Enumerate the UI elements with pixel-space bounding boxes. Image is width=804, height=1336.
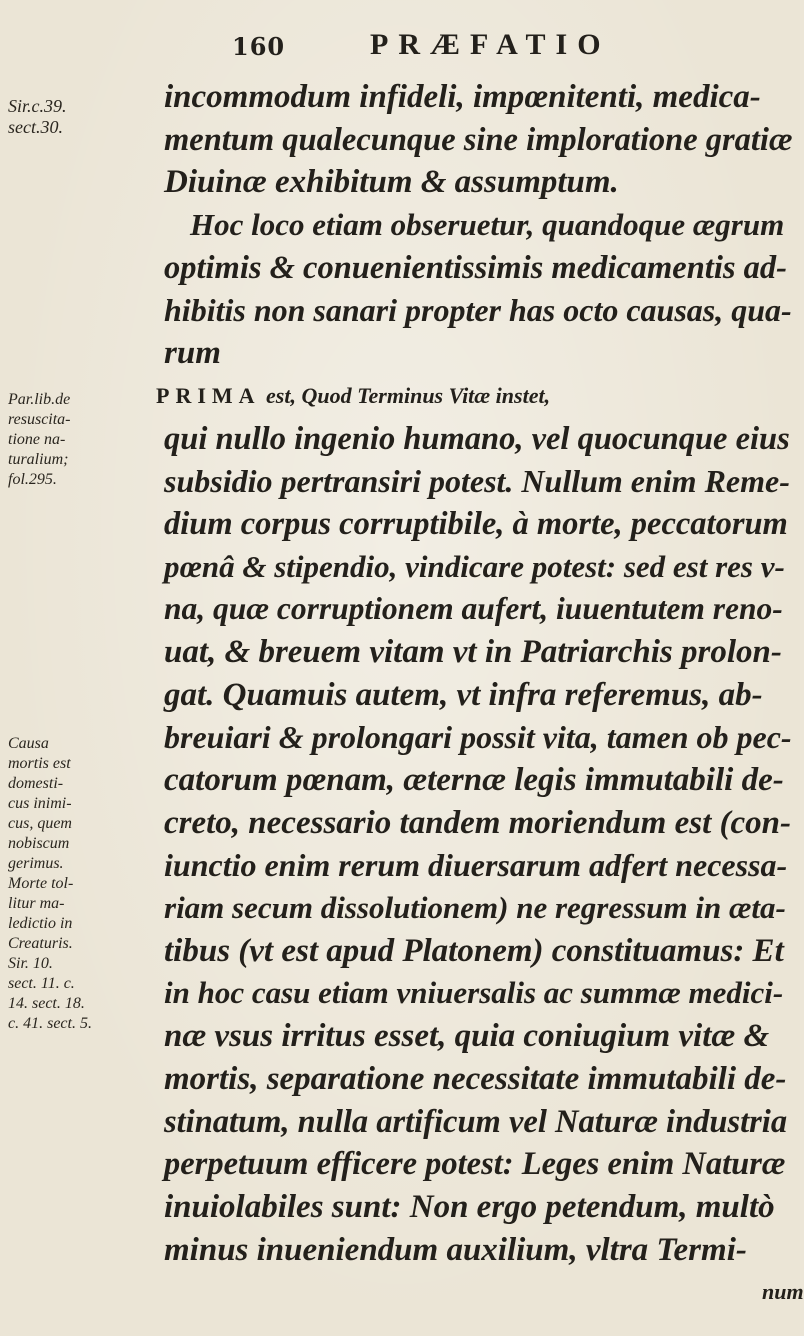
text-line: subsidio pertransiri potest. Nullum enim Reme- (164, 463, 790, 500)
text-line: qui nullo ingenio humano, vel quocunque eius (164, 420, 790, 457)
running-title: PRÆFATIO (370, 28, 611, 61)
margin-note-line: Creaturis. (8, 935, 73, 952)
text-line: dium corpus corruptibile, à morte, peccatorum (164, 505, 788, 542)
margin-note-line: cus inimi- (8, 795, 72, 812)
text-line: mortis, separatione necessitate immutabili de- (164, 1060, 787, 1097)
text-line: Hoc loco etiam obseruetur, quandoque ægrum (190, 207, 785, 243)
margin-note-line: fol.295. (8, 471, 57, 488)
text-line: mentum qualecunque sine imploratione gratiæ (164, 121, 793, 158)
text-line: in hoc casu etiam vniuersalis ac summæ medici- (164, 975, 784, 1011)
margin-note-line: ledictio in (8, 915, 73, 932)
margin-note-line: turalium; (8, 451, 69, 468)
text-line-prima: PRIMA est, Quod Terminus Vitæ instet, (156, 382, 551, 408)
margin-note-line: domesti- (8, 775, 64, 792)
margin-note-line: resuscita- (8, 411, 71, 428)
margin-note-line: Causa (8, 735, 49, 752)
margin-note-line: c. 41. sect. 5. (8, 1015, 92, 1032)
margin-note-line: nobiscum (8, 835, 70, 852)
section-initial-word: PRIMA (156, 382, 261, 408)
text-line: hibitis non sanari propter has octo causas, qua- (164, 292, 792, 329)
margin-note-line: Sir.c.39. (8, 96, 67, 116)
margin-note-line: mortis est (8, 755, 71, 772)
text-line: minus inueniendum auxilium, vltra Termi- (164, 1231, 747, 1268)
text-line: tibus (vt est apud Platonem) constituamus: Et (164, 932, 784, 969)
text-line: incommodum infideli, impœnitenti, medica- (164, 79, 761, 115)
text-line: næ vsus irritus esset, quia coniugium vitæ & (164, 1018, 770, 1055)
margin-note-line: Par.lib.de (8, 391, 71, 408)
margin-note-line: sect.30. (8, 117, 63, 137)
text-line: optimis & conuenientissimis medicamentis ad- (164, 249, 787, 286)
margin-note-line: sect. 11. c. (8, 975, 75, 992)
margin-note-line: 14. sect. 18. (8, 995, 85, 1012)
text-line: iunctio enim rerum diuersarum adfert necessa- (164, 847, 788, 884)
main-text (156, 76, 804, 1314)
margin-note-paracelsus (8, 390, 158, 490)
text-line: uat, & breuem vitam vt in Patriarchis prolon- (164, 633, 782, 670)
margin-note-line: cus, quem (8, 815, 72, 832)
text-line: na, quæ corruptionem aufert, iuuentutem reno- (164, 591, 783, 627)
margin-notes (0, 0, 160, 1336)
margin-note-line: Sir. 10. (8, 955, 53, 972)
margin-note-causa-mortis (8, 734, 158, 1034)
text-line: num (762, 1279, 804, 1305)
text-line: pœnâ & stipendio, vindicare potest: sed est res v- (164, 548, 785, 584)
margin-note-line: tione na- (8, 431, 66, 448)
text-line: rum (164, 335, 221, 372)
text-line: gat. Quamuis autem, vt infra referemus, ab- (164, 676, 763, 713)
text-line: creto, necessario tandem moriendum est (con- (164, 804, 791, 841)
text-line: inuiolabiles sunt: Non ergo petendum, multò (164, 1188, 775, 1225)
margin-note-line: Morte tol- (8, 875, 74, 892)
text-line: riam secum dissolutionem) ne regressum in æta- (164, 890, 786, 926)
text-line: breuiari & prolongari possit vita, tamen ob pec- (164, 719, 792, 756)
text-line: catorum pœnam, æternæ legis immutabili de- (164, 762, 784, 798)
margin-note-line: litur ma- (8, 895, 65, 912)
page-number: 160 (232, 32, 286, 61)
margin-note-sirach-39 (8, 96, 158, 138)
text-line: perpetuum efficere potest: Leges enim Naturæ (164, 1146, 786, 1183)
text-line: stinatum, nulla artificum vel Naturæ industria (164, 1103, 788, 1140)
margin-note-line: gerimus. (8, 855, 64, 872)
text-line: Diuinæ exhibitum & assumptum. (164, 164, 619, 201)
